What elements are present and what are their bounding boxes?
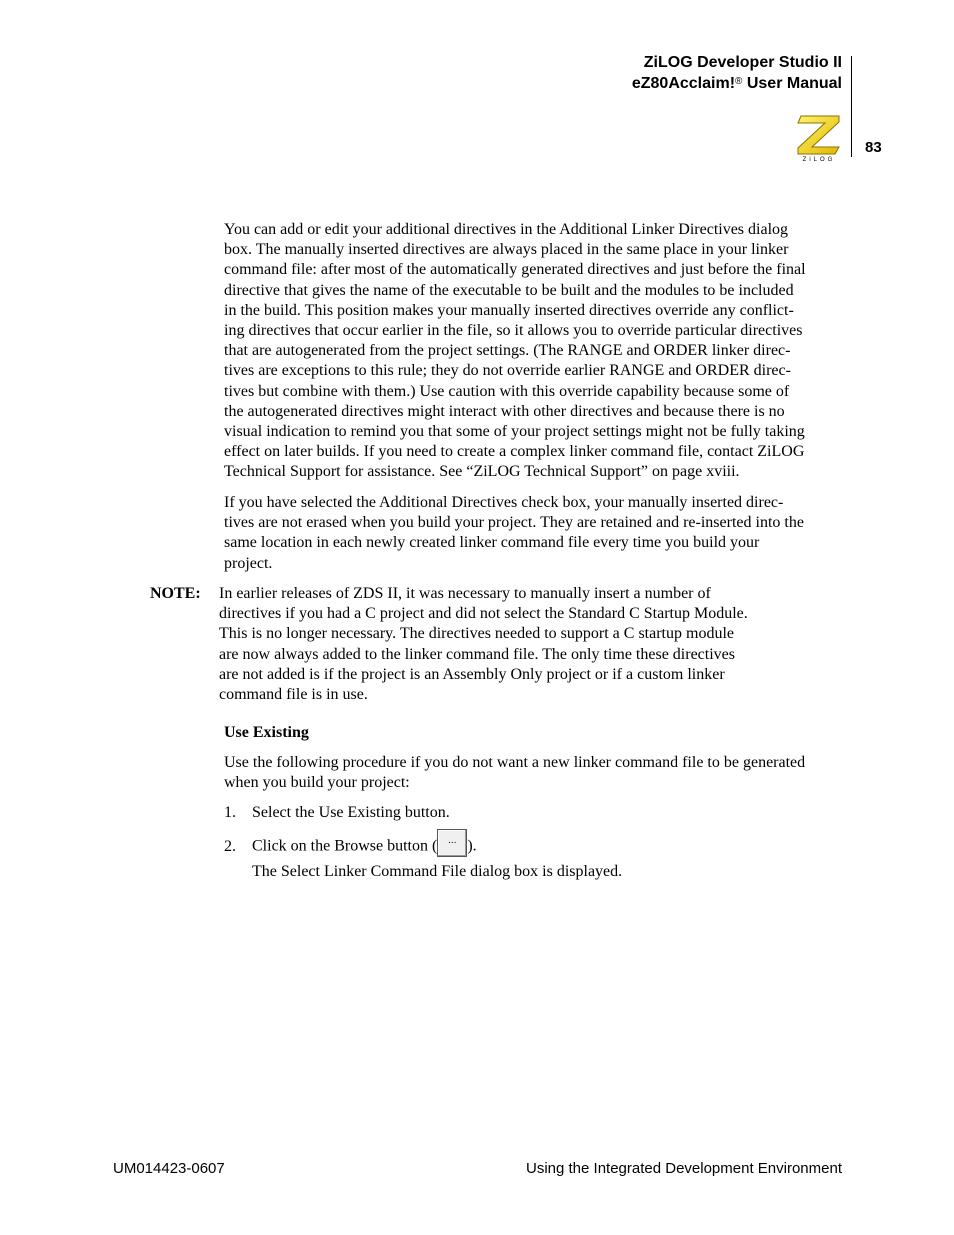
section-heading: Use Existing [224,724,309,741]
zilog-logo [795,112,843,162]
text-line: If you have selected the Additional Directives check box, your manually inserted direc- [224,494,784,511]
text-line: In earlier releases of ZDS II, it was necessary to manually insert a number of [219,585,711,602]
text-line: tives but combine with them.) Use caution with this override capability because some of [224,382,790,400]
text-line: Use the following procedure if you do not want a new linker command file to be generated [224,754,806,771]
logo-text: ZiLOG [802,157,836,162]
step-text: Select the Use Existing button. [252,804,450,821]
step-2 [224,833,477,861]
header-divider [851,56,852,157]
footer-doc-number: UM014423-0607 [113,1160,225,1177]
paragraph-linker-directives [224,220,842,483]
manual-label: User Manual [742,75,842,92]
paragraph-additional-directives [224,493,842,574]
note-body [219,584,748,705]
text-line: effect on later builds. If you need to create a complex linker command file, contact ZiLOG [224,443,805,461]
text-line: This is no longer necessary. The directives needed to support a C startup module [219,625,734,643]
procedure-intro [224,753,842,793]
header-title [632,52,842,94]
footer-section-title: Using the Integrated Development Environment [525,1160,842,1177]
text-line: when you build your project: [224,774,410,792]
step-1 [224,803,450,823]
text-line: project. [224,554,273,572]
registered-mark: ® [735,76,743,87]
step-number: 2. [224,837,236,855]
header-title-line1: ZiLOG Developer Studio II [643,54,842,71]
note-label: NOTE: [150,585,201,602]
text-line: ing directives that occur earlier in the file, so it allows you to override particular directives [224,322,803,340]
text-line: tives are not erased when you build your project. They are retained and re-inserted into the [224,514,804,532]
page-number: 83 [865,139,882,156]
product-name: eZ80Acclaim! [631,75,736,92]
step-number: 1. [224,804,236,821]
browse-button[interactable]: ... [437,829,467,857]
step-text: Click on the Browse button ( [252,837,438,855]
text-line: directives if you had a C project and did not select the Standard C Startup Module. [219,605,748,623]
step-result: The Select Linker Command File dialog box is displayed. [252,863,623,880]
text-line: directive that gives the name of the executable to be built and the modules to be included [224,281,794,299]
text-line: are not added is if the project is an Assembly Only project or if a custom linker [219,665,725,683]
text-line: are now always added to the linker command file. The only time these directives [219,645,735,663]
text-line: visual indication to remind you that some of your project settings might not be fully taking [224,423,805,441]
text-line: in the build. This position makes your manually inserted directives override any conflict- [224,301,794,319]
text-line: the autogenerated directives might interact with other directives and because there is no [224,402,785,420]
text-line: box. The manually inserted directives are always placed in the same place in your linker [224,241,789,259]
text-line: command file: after most of the automatically generated directives and just before the final [224,261,806,279]
text-line: same location in each newly created linker command file every time you build your [224,534,760,552]
text-line: Technical Support for assistance. See “ZiLOG Technical Support” on page xviii. [224,463,740,481]
step-text-end: ). [467,837,477,855]
text-line: that are autogenerated from the project settings. (The RANGE and ORDER linker direc- [224,342,791,360]
header-title-line2 [632,73,842,94]
text-line: tives are exceptions to this rule; they do not override earlier RANGE and ORDER direc- [224,362,791,380]
text-line: command file is in use. [219,686,368,704]
text-line: You can add or edit your additional directives in the Additional Linker Directives dialog [224,221,789,238]
